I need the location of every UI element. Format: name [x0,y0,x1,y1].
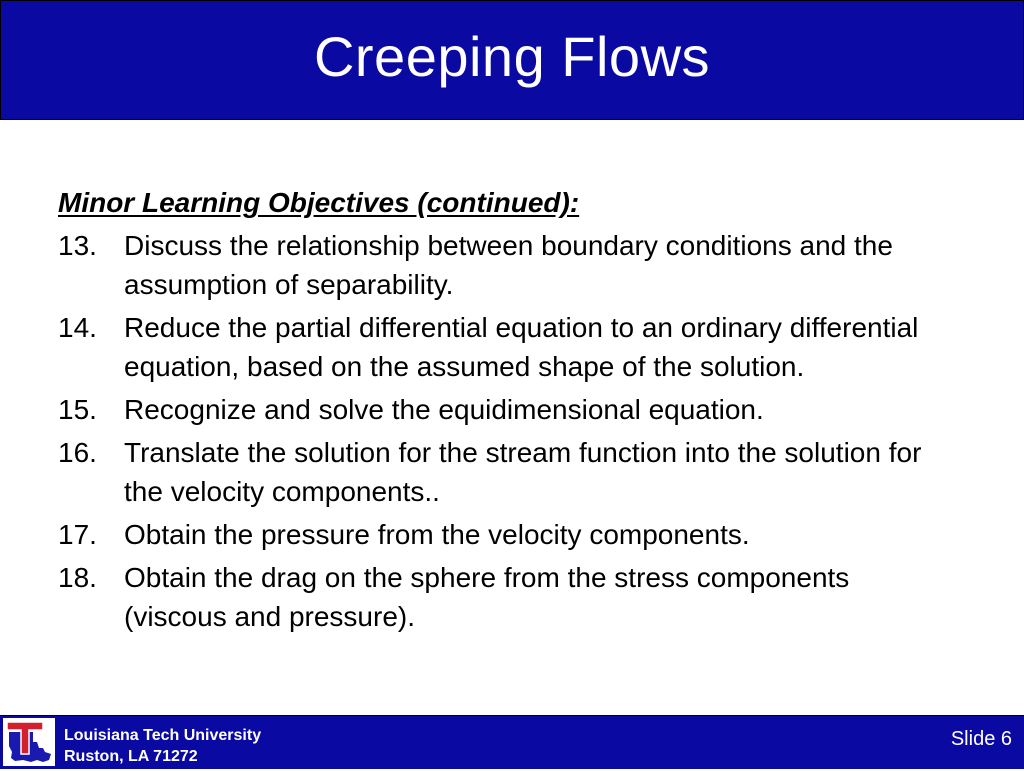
university-name: Louisiana Tech University [64,727,262,744]
slide-footer [0,715,1024,769]
objective-item [58,226,958,304]
louisiana-tech-logo-icon [3,718,55,766]
footer-university-info [64,725,261,767]
objective-number: 18. [58,562,97,593]
objective-text: Translate the solution for the stream function into the solution for the velocity components.. [124,437,922,507]
objective-text: Reduce the partial differential equation to an ordinary differential equation, based on the assumed shape of the solution. [124,312,919,382]
objective-number: 15. [58,394,97,425]
objective-item [58,308,958,386]
objective-number: 13. [58,230,97,261]
objective-number: 17. [58,519,97,550]
objective-text: Recognize and solve the equidimensional equation. [124,394,764,425]
objective-number: 14. [58,312,97,343]
university-location: Ruston, LA 71272 [64,748,198,765]
slide-header [0,0,1024,120]
objective-text: Obtain the drag on the sphere from the stress components (viscous and pressure). [124,562,850,632]
objective-item [58,558,958,636]
objective-text: Discuss the relationship between boundary conditions and the assumption of separability. [124,230,893,300]
objective-item [58,433,958,511]
louisiana-tech-logo-svg [3,718,55,766]
slide-content [58,183,958,640]
objective-text: Obtain the pressure from the velocity components. [124,519,750,550]
slide-title: Creeping Flows [313,24,711,88]
slide-number: Slide 6 [950,728,1012,750]
objectives-subtitle: Minor Learning Objectives (continued): [58,187,580,218]
objective-item [58,390,958,429]
objective-number: 16. [58,437,97,468]
objective-item [58,515,958,554]
